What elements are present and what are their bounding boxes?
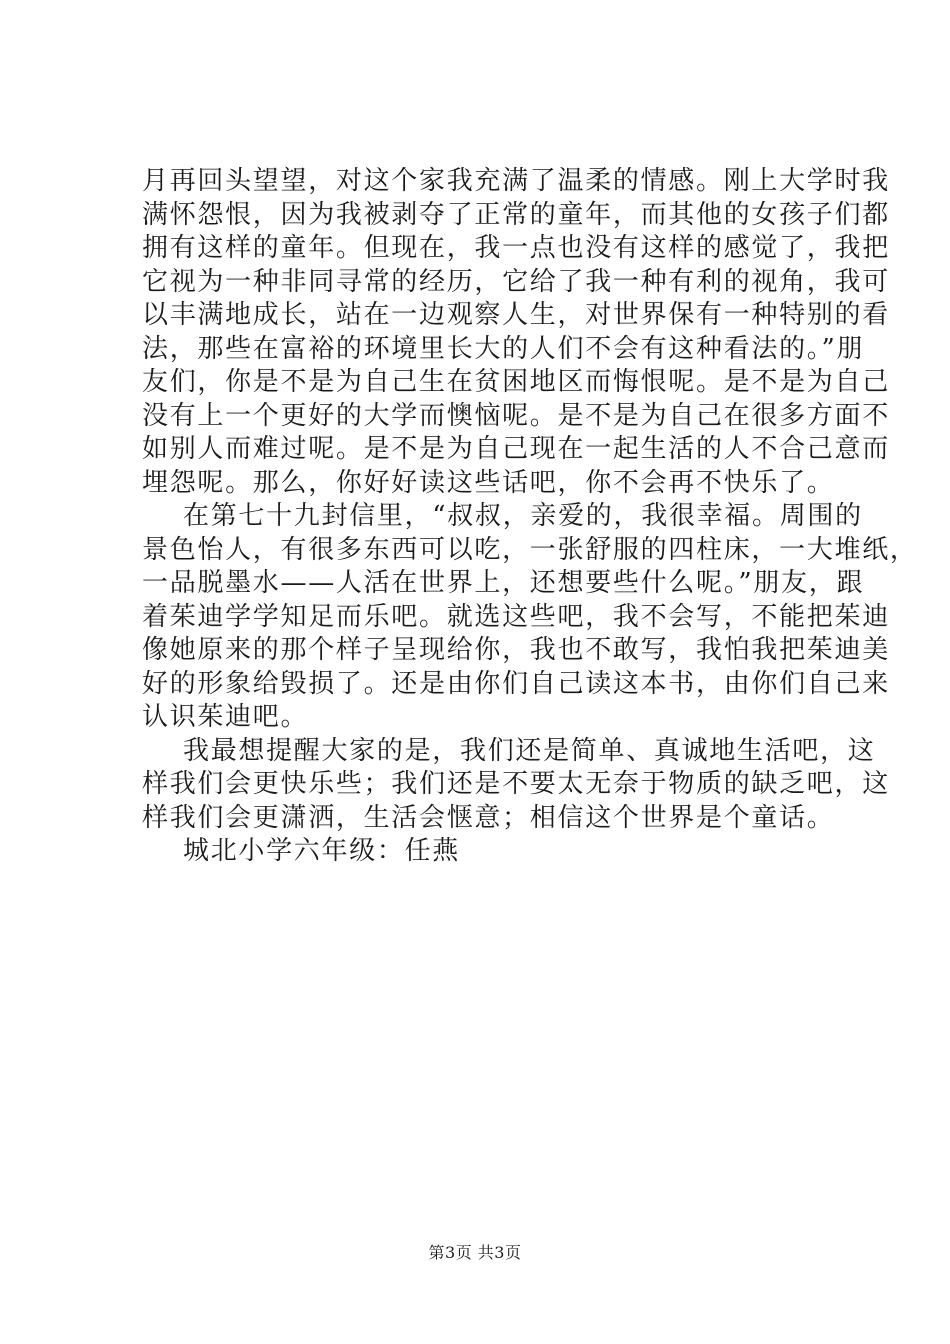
text-line: 认识茱迪吧。 — [142, 702, 309, 732]
page-number-footer: 第3页 共3页 — [428, 1243, 522, 1262]
text-line: 埋怨呢。那么，你好好读这些话吧，你不会再不快乐了。 — [142, 467, 835, 498]
text-line: 没有上一个更好的大学而懊恼呢。是不是为自己在很多方面不 — [142, 400, 890, 431]
text-line: 一品脱墨水——人活在世界上，还想要些什么呢。”朋友，跟 — [142, 568, 865, 598]
text-line: 以丰满地成长，站在一边观察人生，对世界保有一种特别的看 — [142, 300, 890, 330]
text-line: 着茱迪学学知足而乐吧。就选这些吧，我不会写，不能把茱迪 — [142, 601, 890, 632]
text-line: 好的形象给毁损了。还是由你们自己读这本书，由你们自己来 — [142, 668, 890, 699]
text-line: 像她原来的那个样子呈现给你，我也不敢写，我怕我把茱迪美 — [142, 635, 890, 665]
text-line: 景色怡人，有很多东西可以吃，一张舒服的四柱床，一大堆纸， — [142, 534, 918, 565]
text-line: 友们，你是不是为自己生在贫困地区而悔恨呢。是不是为自己 — [142, 367, 890, 397]
paragraph-start-line: 我最想提醒大家的是，我们还是简单、真诚地生活吧，这 — [183, 735, 876, 766]
author-signature: 城北小学六年级：任燕 — [183, 836, 461, 866]
text-line: 样我们会更快乐些；我们还是不要太无奈于物质的缺乏吧，这 — [142, 769, 890, 799]
text-line: 法，那些在富裕的环境里长大的人们不会有这种看法的。”朋 — [142, 333, 865, 364]
paragraph-start-line: 在第七十九封信里，“叔叔，亲爱的，我很幸福。周围的 — [183, 501, 863, 531]
document-body — [142, 165, 918, 869]
text-line: 样我们会更潇洒，生活会惬意；相信这个世界是个童话。 — [142, 802, 835, 833]
text-line: 如别人而难过呢。是不是为自己现在一起生活的人不合己意而 — [142, 434, 890, 464]
text-line: 拥有这样的童年。但现在，我一点也没有这样的感觉了，我把 — [142, 233, 890, 263]
text-line: 月再回头望望，对这个家我充满了温柔的情感。刚上大学时我 — [142, 166, 890, 196]
text-line: 它视为一种非同寻常的经历，它给了我一种有利的视角，我可 — [142, 266, 890, 297]
text-line: 满怀怨恨，因为我被剥夺了正常的童年，而其他的女孩子们都 — [142, 199, 890, 230]
